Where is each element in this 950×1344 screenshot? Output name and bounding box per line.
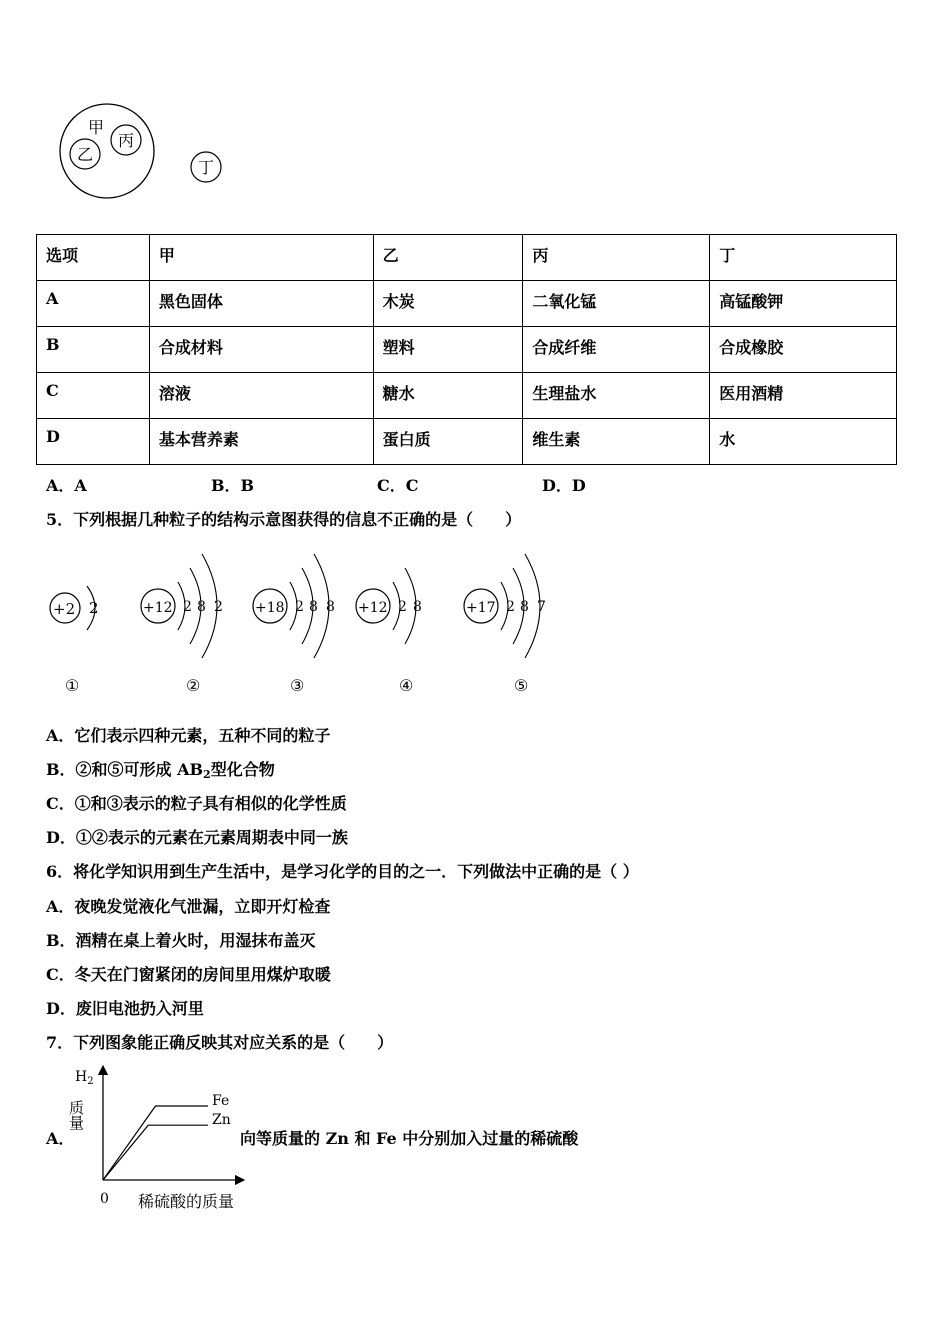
- atom-diagram-5: [464, 554, 546, 695]
- chart-x-label: 稀硫酸的质量: [138, 1192, 235, 1211]
- q5-option-a: A．它们表示四种元素，五种不同的粒子: [46, 726, 331, 745]
- shell-electron-count: 8: [326, 599, 335, 615]
- chart-y-label-main: H: [75, 1069, 88, 1085]
- shell-electron-count: 8: [520, 599, 529, 615]
- chart-origin-label: 0: [100, 1191, 109, 1207]
- table-cell: 基本营养素: [149, 419, 373, 465]
- atom-diagram-4: [356, 568, 422, 695]
- table-cell: 合成材料: [149, 327, 373, 373]
- nucleus-charge: +18: [255, 600, 285, 616]
- venn-outer-circle: [60, 104, 154, 198]
- q6-option-a: A．夜晚发觉液化气泄漏，立即开灯检查: [46, 897, 331, 916]
- q4-option-a: A．A: [46, 476, 87, 495]
- table-row: [37, 281, 897, 327]
- shell-electron-count: 2: [183, 599, 192, 615]
- shell-electron-count: 8: [413, 599, 422, 615]
- table-header-cell: 丁: [710, 235, 897, 281]
- shell-electron-count: 2: [214, 599, 223, 615]
- atom-index-label: ②: [186, 676, 201, 695]
- shell-electron-count: 7: [537, 599, 546, 615]
- atom-index-label: ①: [65, 676, 80, 695]
- table-header-cell: 选项: [37, 235, 150, 281]
- options-table: [36, 234, 897, 465]
- table-cell: 合成橡胶: [710, 327, 897, 373]
- table-row: [37, 419, 897, 465]
- atom-diagram-2: [141, 554, 223, 695]
- chart-y-label-rest: 质量: [67, 1100, 85, 1130]
- q4-option-c: C．C: [377, 476, 419, 495]
- table-cell: C: [37, 373, 150, 419]
- table-cell: A: [37, 281, 150, 327]
- atom-diagram-1: [50, 586, 99, 695]
- table-cell: 医用酒精: [710, 373, 897, 419]
- table-header-cell: 乙: [373, 235, 523, 281]
- chart-y-label-h: [75, 1069, 94, 1087]
- q5-option-d: D．①②表示的元素在元素周期表中同一族: [46, 828, 348, 847]
- table-cell: B: [37, 327, 150, 373]
- q5-stem: 5．下列根据几种粒子的结构示意图获得的信息不正确的是（ ）: [46, 510, 522, 529]
- shell-electron-count: 2: [398, 599, 407, 615]
- q6-option-d: D．废旧电池扔入河里: [46, 999, 204, 1018]
- table-cell: 溶液: [149, 373, 373, 419]
- venn-label-yi: 乙: [77, 145, 94, 164]
- venn-label-ding: 丁: [198, 158, 215, 177]
- nucleus-charge: +17: [466, 600, 496, 616]
- series-line-fe: [103, 1106, 208, 1180]
- table-cell: 黑色固体: [149, 281, 373, 327]
- chart-y-label-sub: 2: [87, 1076, 94, 1087]
- table-cell: 维生素: [523, 419, 710, 465]
- table-row: [37, 327, 897, 373]
- table-cell: 生理盐水: [523, 373, 710, 419]
- atom-index-label: ③: [290, 676, 305, 695]
- q7-option-a-label: A．: [46, 1129, 75, 1148]
- table-cell: 塑料: [373, 327, 523, 373]
- atom-index-label: ⑤: [514, 676, 529, 695]
- atom-structure-diagrams: [40, 548, 560, 703]
- q6-option-b: B．酒精在桌上着火时，用湿抹布盖灭: [46, 931, 316, 950]
- nucleus-charge: +12: [143, 600, 173, 616]
- q5-option-b: [46, 760, 275, 785]
- table-header-cell: 甲: [149, 235, 373, 281]
- q4-option-d: D．D: [542, 476, 586, 495]
- q7-option-a-text: 向等质量的 Zn 和 Fe 中分别加入过量的稀硫酸: [240, 1129, 579, 1148]
- table-row: [37, 373, 897, 419]
- q5-option-b-text: B．②和⑤可形成 AB: [46, 760, 204, 779]
- table-cell: 高锰酸钾: [710, 281, 897, 327]
- table-cell: 糖水: [373, 373, 523, 419]
- table-cell: 合成纤维: [523, 327, 710, 373]
- q7-stem: 7．下列图象能正确反映其对应关系的是（ ）: [46, 1033, 394, 1052]
- table-cell: 木炭: [373, 281, 523, 327]
- table-header-cell: 丙: [523, 235, 710, 281]
- shell-electron-count: 2: [89, 599, 99, 617]
- q5-option-b-suffix: 型化合物: [210, 760, 275, 779]
- table-cell: 蛋白质: [373, 419, 523, 465]
- atom-index-label: ④: [399, 676, 414, 695]
- q6-option-c: C．冬天在门窗紧闭的房间里用煤炉取暖: [46, 965, 331, 984]
- venn-label-jia: 甲: [88, 118, 105, 137]
- table-header-row: [37, 235, 897, 281]
- series-label-fe: Fe: [212, 1093, 230, 1109]
- venn-label-bing: 丙: [118, 131, 135, 150]
- q6-stem: 6．将化学知识用到生产生活中，是学习化学的目的之一．下列做法中正确的是（ ）: [46, 862, 639, 881]
- nucleus-charge: +2: [53, 600, 76, 618]
- shell-electron-count: 8: [197, 599, 206, 615]
- series-line-zn: [103, 1125, 208, 1180]
- shell-electron-count: 2: [295, 599, 304, 615]
- shell-electron-count: 8: [309, 599, 318, 615]
- q5-option-c: C．①和③表示的粒子具有相似的化学性质: [46, 794, 347, 813]
- table-cell: 水: [710, 419, 897, 465]
- shell-electron-count: 2: [506, 599, 515, 615]
- series-label-zn: Zn: [212, 1112, 231, 1129]
- q5-option-b-subscript: 2: [203, 768, 211, 781]
- nucleus-charge: +12: [358, 600, 388, 616]
- table-cell: 二氧化锰: [523, 281, 710, 327]
- q4-option-b: B．B: [211, 476, 255, 495]
- venn-diagram: [50, 100, 240, 205]
- atom-diagram-3: [253, 554, 335, 695]
- table-cell: D: [37, 419, 150, 465]
